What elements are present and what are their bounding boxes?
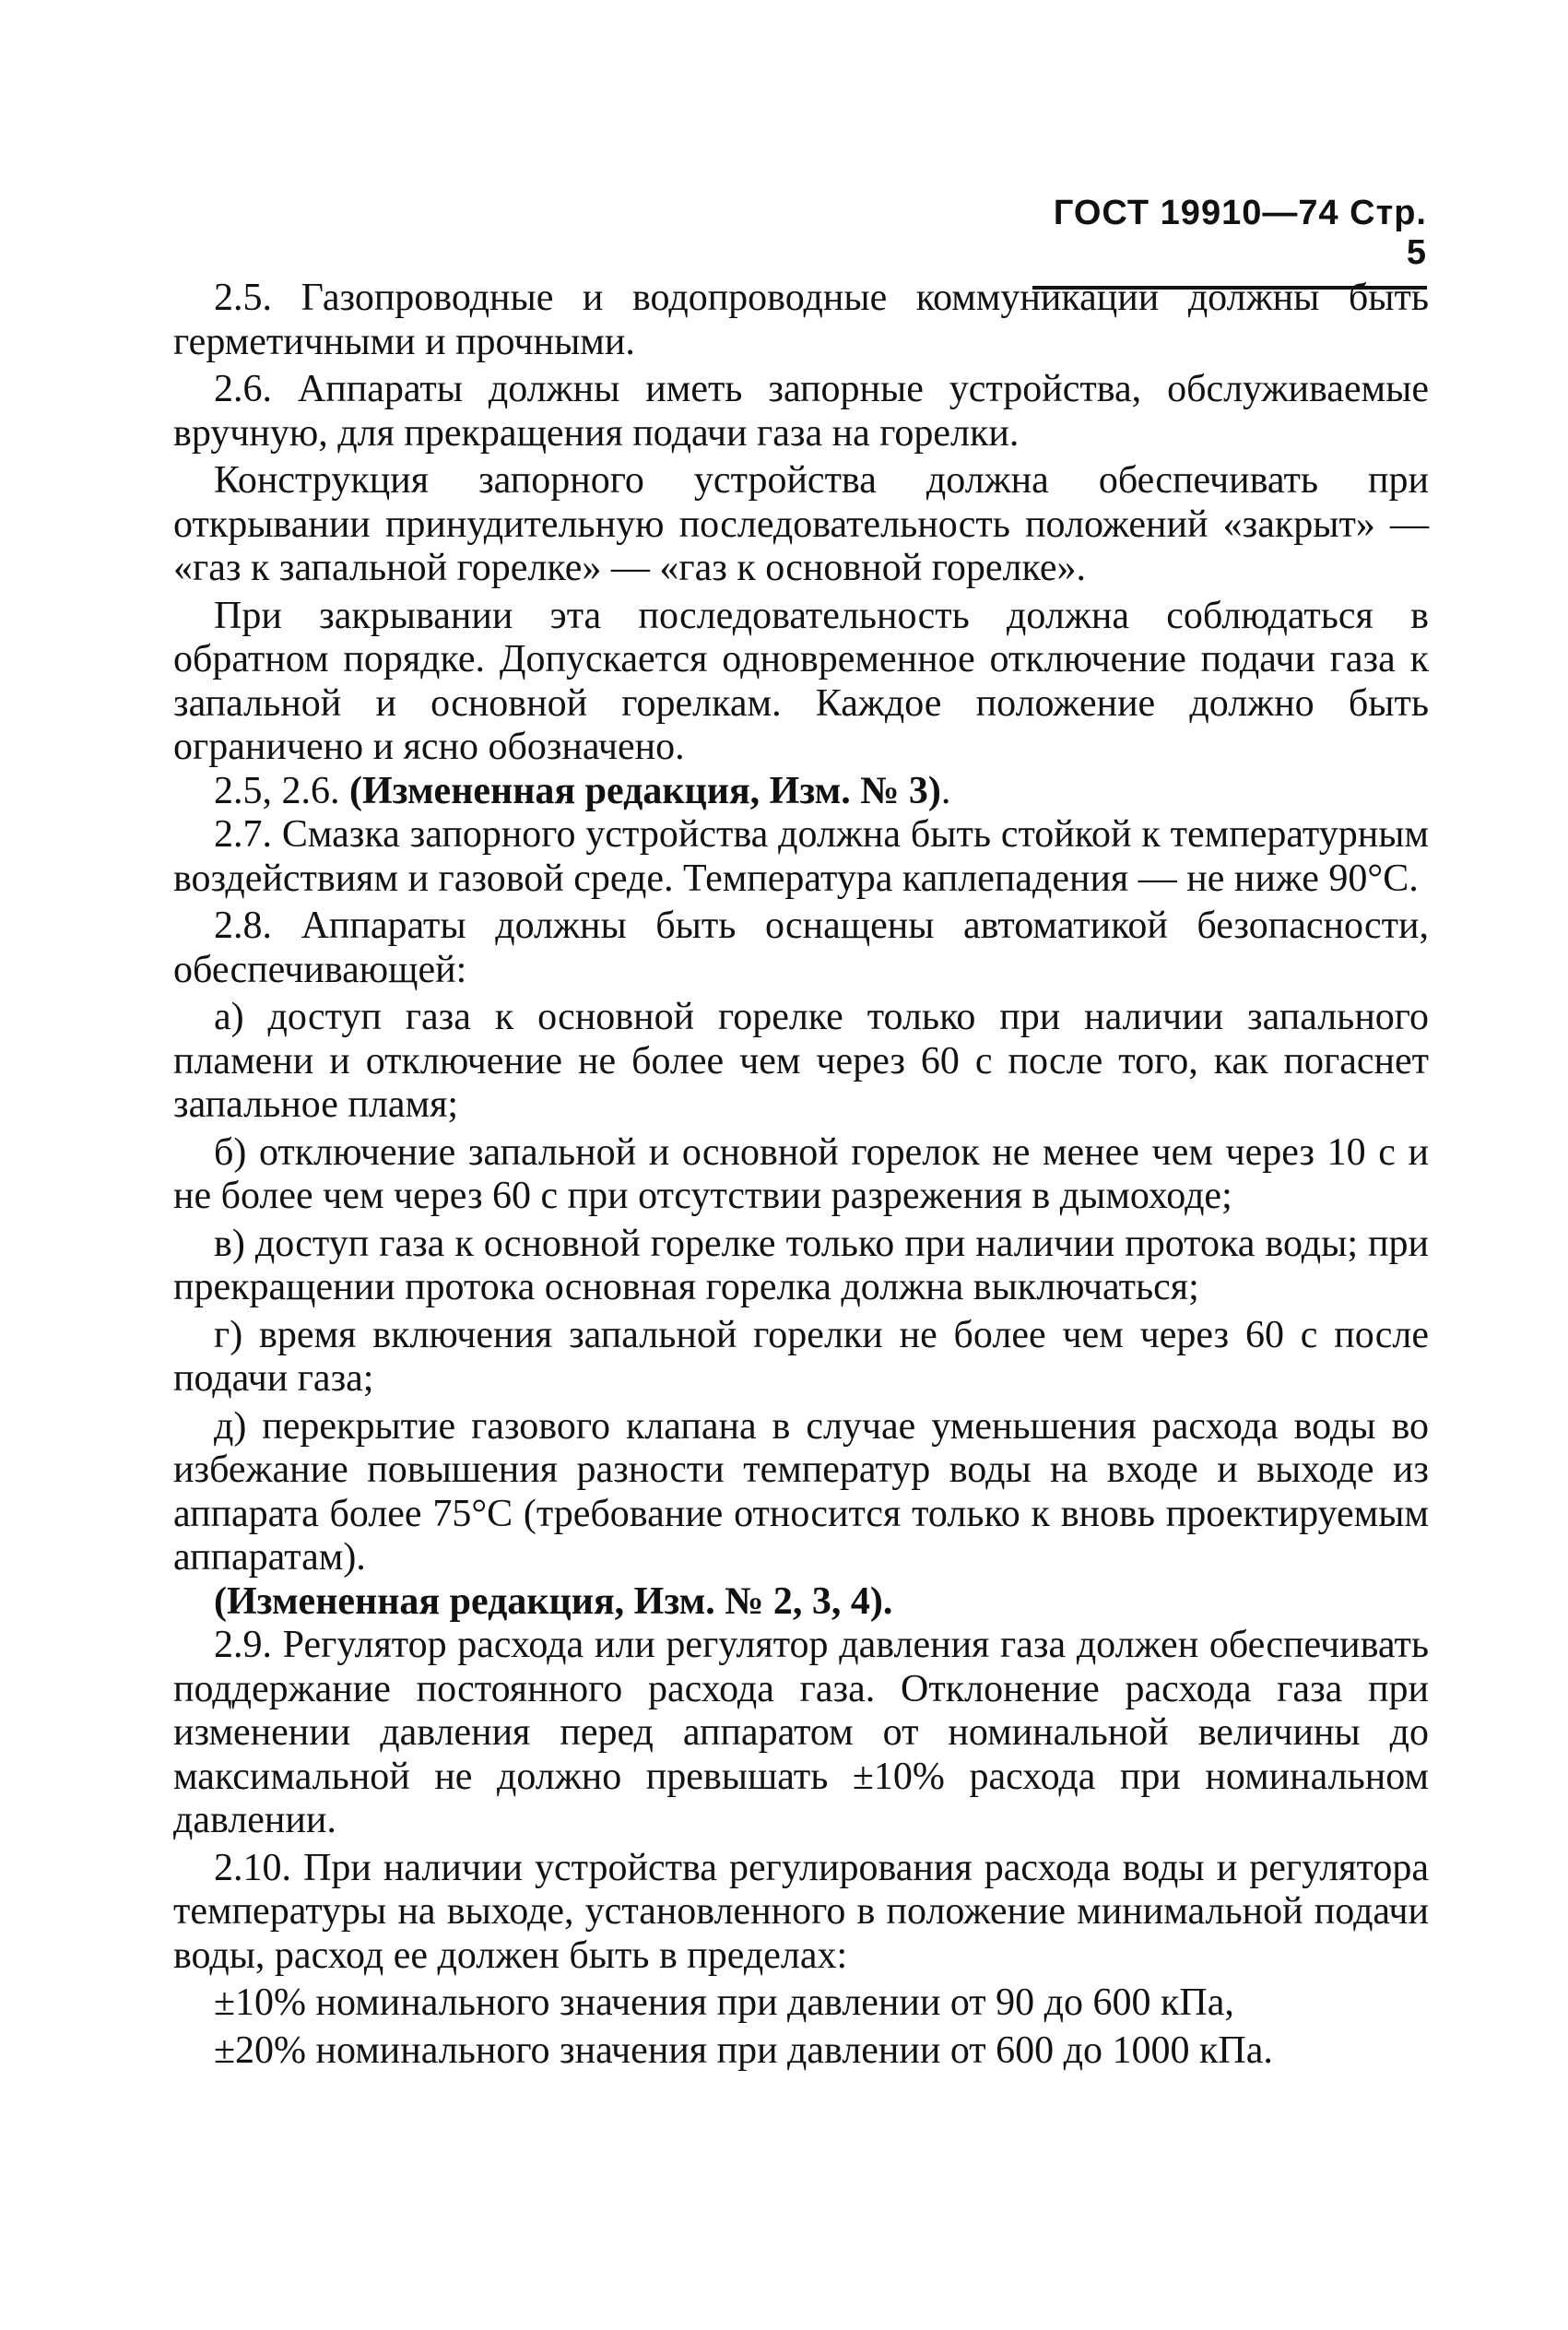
- paragraph-amendment-3: [173, 770, 1429, 814]
- paragraph-2-5: 2.5. Газопроводные и водопроводные коммуникации должны быть герметичными и прочными.: [173, 277, 1429, 363]
- list-item-v: в) доступ газа к основной горелке только при наличии протока воды; при прекращении протока основная горелка должна выключаться;: [173, 1222, 1429, 1308]
- amendment-note: (Измененная редакция, Изм. № 3): [349, 769, 941, 812]
- paragraph-2-7: 2.7. Смазка запорного устройства должна быть стойкой к температурным воздействиям и газовой среде. Температура каплепадения — не ниже 90°С.: [173, 813, 1429, 900]
- tolerance-line-1: ±10% номинального значения при давлении от 90 до 600 кПа,: [214, 1981, 1234, 2024]
- amendment-note-2-3-4: (Измененная редакция, Изм. № 2, 3, 4).: [214, 1579, 893, 1623]
- list-item-a: а) доступ газа к основной горелке только при наличии запального пламени и отключение не более чем через 60 с после того, как погаснет запальное пламя;: [173, 996, 1429, 1126]
- list-item-d: д) перекрытие газового клапана в случае уменьшения расхода воды во избежание повышения разности температур воды на входе и выходе из аппарата более 75°С (требование относится только к вновь проектируемым аппаратам).: [173, 1404, 1429, 1579]
- tolerance-line-2: ±20% номинального значения при давлении от 600 до 1000 кПа.: [214, 2028, 1273, 2072]
- paragraph-2-9: 2.9. Регулятор расхода или регулятор давления газа должен обеспечивать поддержание постоянного расхода газа. Отклонение расхода газа при изменении давления перед аппаратом от номинальной величины до максимальной не должно превышать ±10% расхода при номинальном давлении.: [173, 1624, 1429, 1841]
- amendment-period: .: [940, 769, 951, 812]
- amendment-ref: 2.5, 2.6.: [214, 769, 349, 812]
- list-item-b: б) отключение запальной и основной горелок не менее чем через 10 с и не более чем через 60 с при отсутствии разрежения в дымоходе;: [173, 1130, 1429, 1217]
- list-item-g: г) время включения запальной горелки не более чем через 60 с после подачи газа;: [173, 1313, 1429, 1400]
- paragraph-construction: Конструкция запорного устройства должна обеспечивать при открывании принудительную последовательность положений «закрыт» — «газ к запальной горелке» — «газ к основной горелке».: [173, 459, 1429, 589]
- paragraph-2-8: 2.8. Аппараты должны быть оснащены автоматикой безопасности, обеспечивающей:: [173, 905, 1429, 991]
- document-body: [173, 277, 1429, 2073]
- page-header: ГОСТ 19910—74 Стр. 5: [1032, 194, 1427, 290]
- paragraph-2-10: 2.10. При наличии устройства регулирования расхода воды и регулятора температуры на выходе, установленного в положение минимальной подачи воды, расход ее должен быть в пределах:: [173, 1846, 1429, 1977]
- paragraph-closing: При закрывании эта последовательность должна соблюдаться в обратном порядке. Допускается одновременное отключение подачи газа к запальной и основной горелкам. Каждое положение должно быть ограничено и ясно обозначено.: [173, 594, 1429, 768]
- paragraph-2-6: 2.6. Аппараты должны иметь запорные устройства, обслуживаемые вручную, для прекращения подачи газа на горелки.: [173, 368, 1429, 455]
